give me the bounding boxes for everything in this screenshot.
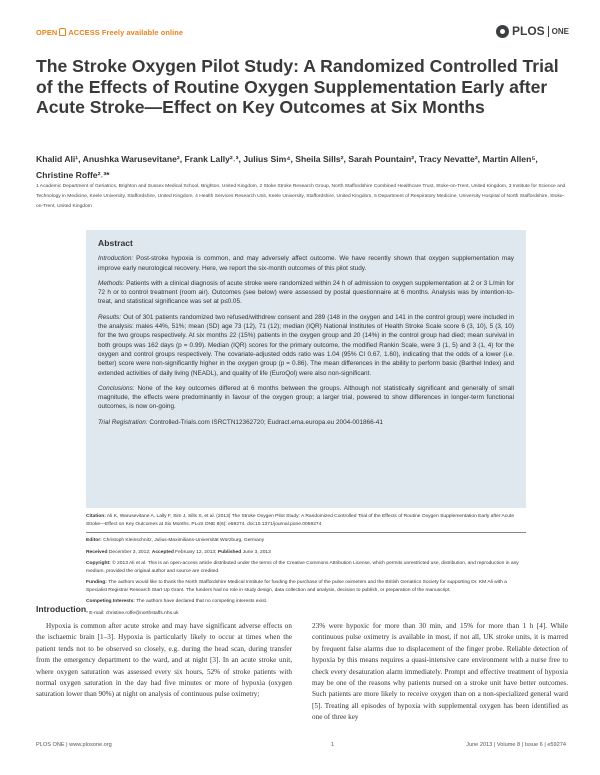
methods-text: Patients with a clinical diagnosis of acute stroke were randomized within 24 h of admission to oxygen supplementation at 2 or 3 L/min for 72 h or to control treatment (room air). Outcomes (see below) were assessed by postal questionnaire at 6 months. Analysis was by intention-to-treat, and statistical significance was set at p≤0.05. (98, 279, 514, 306)
corresponding-email: * E-mail: christine.roffe@northstaffs.nhs.uk (86, 610, 179, 616)
methods-label: Methods: (98, 279, 125, 287)
freely-available-label: ACCESS Freely available online (68, 28, 184, 37)
citation-label: Citation: (86, 514, 106, 519)
abstract-introduction (98, 254, 514, 273)
received-text: December 3, 2012; (107, 549, 152, 555)
footer-journal: PLOS ONE | www.plosone.org (36, 742, 112, 748)
footer-issue: June 2013 | Volume 8 | Issue 6 | e59274 (466, 742, 566, 748)
footer-page-number: 1 (331, 742, 335, 748)
article-metadata (86, 513, 526, 621)
author-list: Khalid Ali¹, Anushka Warusevitane², Frank Lally²˒³, Julius Sim⁴, Sheila Sills², Sarah Pountain², Tracy Nevatte², Martin Allen⁵, Christine Roffe²˒³* (36, 154, 538, 180)
journal-brand: PLOS (512, 24, 545, 38)
trial-label: Trial Registration: (98, 418, 148, 426)
copyright-label: Copyright: (86, 560, 111, 566)
citation-text: Ali K, Warusevitane A, Lally F, Sim J, Sills S, et al. (2013) The Stroke Oxygen Pilot Study: A Randomized Controlled Trial of the Effects of Routine Oxygen Supplementation Early after Acute Stroke—Effect on Key Outcomes at Six Months. PLoS ONE 8(6): e59274. doi:10.1371/journal.pone.0059274 (86, 514, 515, 527)
editor-text: Christoph Kleinschnitz, Julius-Maximilians-Universität Würzburg, Germany (101, 538, 265, 544)
accepted-label: Accepted (151, 549, 174, 555)
abstract-trial-registration (98, 418, 514, 427)
logo-divider (548, 26, 549, 37)
body-column-left (36, 621, 292, 701)
body-column-right (312, 621, 568, 724)
intro-text: Post-stroke hypoxia is common, and may adversely affect outcome. We have recently shown that oxygen supplementation may improve early neurological recovery. Here, we report the six-month outcomes of this pilot study. (98, 255, 514, 272)
article-title: The Stroke Oxygen Pilot Study: A Randomized Controlled Trial of the Effects of Routine Oxygen Supplementation Early after Acute Stroke—Effect on Key Outcomes at Six Months (36, 56, 559, 117)
funding-label: Funding: (86, 580, 107, 585)
published-label: Published (217, 549, 242, 555)
abstract-heading: Abstract (98, 238, 133, 248)
journal-sub: ONE (551, 26, 570, 36)
dates (86, 549, 526, 557)
body-paragraph-left: Hypoxia is common after acute stroke and may have significant adverse effects on the ischaemic brain [1–3]. Hypoxia is particularly likely to occur at times when the patient tends not to be observed so closely, e.g. during the head scan, during transfer from the emergency department to the ward, and at night [3]. In an acute stroke unit, where oxygen saturation was assessed every six hours, 52% of stroke patients with normal oxygen saturation in the day had five minutes or more of hypoxia (oxygen saturation lower than 90%) at night on analysis of continuous pulse oximetry; (36, 622, 292, 699)
open-access-banner (36, 28, 183, 37)
results-text: Out of 301 patients randomized two refused/withdrew consent and 289 (148 in the oxygen and 141 in the control group) were included in the analysis: males 44%, 51%; mean (SD) age 73 (12), 71 (12); median (IQR) National Institutes of Health Stroke Scale score 6 (3, 10), 5 (3, 10) for the two groups respectively. At six months 22 (15%) patients in the oxygen group and 20 (14%) in the control group had died; mean survival in both groups was 162 days (p = 0.99). Median (IQR) scores for the primary outcome, the modified Rankin Scale, were 3 (1, 5) and 3 (1, 4) for the oxygen and control groups respectively. The covariate-adjusted odds ratio was 1.04 (95% CI 0.67, 1.60), indicating that the odds of a lower (i.e. better) score were non-significantly higher in the oxygen group (p = 0.86). The mean differences in the ability to perform basic (Barthel Index) and extended activities of daily living (NEADL), and quality of life (EuroQol) were also non-significant. (98, 313, 514, 377)
competing-text: The authors have declared that no competing interests exist. (134, 599, 268, 605)
funding-text: The authors would like to thank the North Staffordshire Medical Institute for funding the purchase of the pulse oximeters and the British Geriatrics Society for supporting Dr. KM Ali with a Specialist Registrar Research Start Up Grant. The funders had no role in study design, data collection and analysis, decision to publish, or preparation of the manuscript. (86, 580, 507, 593)
citation (86, 513, 526, 529)
introduction-heading: Introduction (36, 604, 87, 614)
journal-logo (496, 24, 569, 38)
body-paragraph-right: 23% were hypoxic for more than 30 min, and 15% for more than 1 h [4]. While continuous pulse oximetry is available in most, if not all, UK stroke units, it is marred by frequent false alarms due to displacement of the finger probe. Reliable detection of hypoxia by this means requires a quasi-intensive care environment with a nurse free to check every desaturation alarm immediately. Prompt and effective treatment of hypoxia may be one of the reasons why patients nursed on a stroke unit have better outcomes. Such patients are more likely to receive oxygen than on a non-specialized general ward [5]. Treating all episodes of hypoxia with supplemental oxygen has been identified as one of three key (312, 622, 568, 722)
editor (86, 537, 526, 545)
abstract-results (98, 313, 514, 378)
results-label: Results: (98, 313, 122, 321)
abstract-box (86, 230, 526, 508)
abstract-methods (98, 279, 514, 307)
conclusions-label: Conclusions: (98, 384, 135, 392)
trial-text: Controlled-Trials.com ISRCTN12362720; Eudract.ema.europa.eu 2004-001866-41 (147, 418, 383, 426)
open-lock-icon (59, 28, 66, 36)
competing-interests (86, 598, 526, 606)
open-access-label: OPEN (36, 28, 58, 37)
published-text: June 3, 2013 (241, 549, 271, 555)
funding (86, 579, 526, 595)
abstract-conclusions (98, 384, 514, 412)
editor-label: Editor: (86, 538, 102, 544)
competing-label: Competing Interests: (86, 599, 135, 605)
intro-label: Introduction: (98, 255, 134, 263)
affiliations: 1 Academic Department of Geriatrics, Brighton and Sussex Medical School, Brighton, United Kingdom, 2 Stoke Stroke Research Group, North Staffordshire Combined Healthcare Trust, Stoke-on-Trent, United Kingdom, 3 Institute for Science and Technology in Medicine, Keele University, Staffordshire, United Kingdom, 4 Health Services Research Unit, Keele University, Staffordshire, United Kingdom, 5 Department of Respiratory Medicine, University Hospital of North Staffordshire, Stoke-on-Trent, United Kingdom (36, 184, 566, 209)
conclusions-text: None of the key outcomes differed at 6 months between the groups. Although not statistically significant and generally of small magnitude, the effects were predominantly in favour of the oxygen group; a larger trial, powered to show differences in longer-term functional outcomes, is now on-going. (98, 384, 514, 411)
copyright-text: © 2013 Ali et al. This is an open-access article distributed under the terms of the Creative Commons Attribution License, which permits unrestricted use, distribution, and reproduction in any medium, provided the original author and source are credited. (86, 560, 519, 574)
meta-divider (86, 532, 526, 533)
accepted-text: February 12, 2013; (173, 549, 218, 555)
received-label: Received (86, 549, 108, 555)
plos-logo-icon (496, 25, 509, 38)
copyright (86, 560, 526, 576)
